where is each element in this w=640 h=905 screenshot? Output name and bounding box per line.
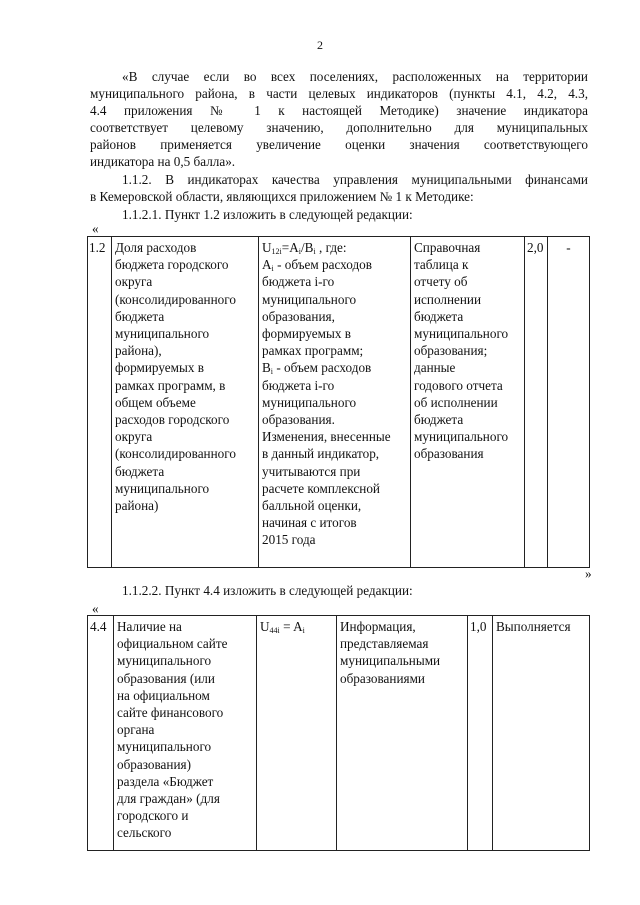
indicator-description: Доля расходов бюджета городского округа (консолидированного бюджета муниципального района), формируемых в рамках программ, в общем объеме расходов городского округа (консолидированного бюджета муниципального района) bbox=[112, 237, 259, 568]
para2-line: в Кемеровской области, являющихся приложением № 1 к Методике: bbox=[90, 189, 474, 204]
formula: $U_{44i} = A_i$ bbox=[260, 619, 305, 635]
formula-a-def: $A_i$ - объем расходов bbox=[262, 257, 373, 274]
quote-open: « bbox=[92, 601, 99, 616]
para1-line: соответствует целевому значению, дополнительно для муниципальных bbox=[90, 120, 588, 135]
para1-line: «В случае если во всех поселениях, расположенных на территории bbox=[122, 69, 588, 84]
weight: 2,0 bbox=[525, 237, 548, 568]
para1-line: 4.4 приложения № 1 к настоящей Методике) значение индикатора bbox=[90, 103, 588, 118]
table-row bbox=[88, 237, 590, 568]
table-row bbox=[88, 616, 590, 851]
indicator-table-1-2 bbox=[87, 236, 590, 568]
indicator-description: Наличие на официальном сайте муниципального образования (или на официальном сайте финансового органа муниципального образования) раздела «Бюджет для граждан» (для городского и сельского bbox=[114, 616, 257, 851]
para1-line: районов применяется увеличение оценки значения соответствующего bbox=[90, 137, 588, 152]
page-number: 2 bbox=[317, 38, 323, 52]
data-source: Информация, представляемая муниципальными образованиями bbox=[337, 616, 468, 851]
target-value: - bbox=[548, 237, 590, 568]
weight: 1,0 bbox=[468, 616, 493, 851]
para2-line: 1.1.2. В индикаторах качества управления муниципальными финансами bbox=[122, 172, 588, 187]
formula-cell: $U_{12i}=A_i/B_i$ , где: $A_i$ - объем расходов бюджета i-го муниципального образования, формируемых в рамках программ; $B_i$ - объем расходов бюджета i-го муниципального образования. Изменения, внесенные в данный индикатор, учитываются при расчете комплексной балльной оценки, начиная с итогов 2015 года bbox=[259, 237, 411, 568]
data-source: Справочная таблица к отчету об исполнении бюджета муниципального образования; данные годового отчета об исполнении бюджета муниципального образования bbox=[411, 237, 525, 568]
row-number: 4.4 bbox=[88, 616, 114, 851]
target-value: Выполняется bbox=[493, 616, 590, 851]
para1-line: индикатора на 0,5 балла». bbox=[90, 154, 236, 169]
formula: $U_{12i}=A_i/B_i$ , где: bbox=[262, 240, 347, 256]
item-1-1-2-1: 1.1.2.1. Пункт 1.2 изложить в следующей редакции: bbox=[122, 207, 413, 222]
row-number: 1.2 bbox=[88, 237, 112, 568]
formula-b-def: $B_i$ - объем расходов bbox=[262, 360, 372, 377]
para1-line: муниципального района, в части целевых индикаторов (пункты 4.1, 4.2, 4.3, bbox=[90, 86, 588, 101]
indicator-table-4-4 bbox=[87, 615, 590, 851]
item-1-1-2-2: 1.1.2.2. Пункт 4.4 изложить в следующей редакции: bbox=[122, 583, 413, 598]
quote-open: « bbox=[92, 221, 99, 236]
quote-close: » bbox=[585, 566, 592, 581]
formula-cell bbox=[257, 616, 337, 851]
